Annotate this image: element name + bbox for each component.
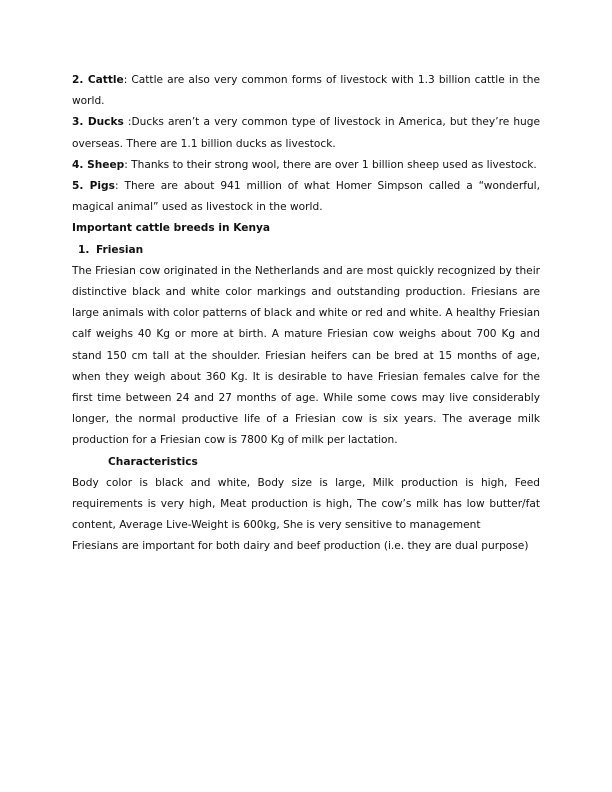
characteristics-heading: Characteristics <box>108 455 198 468</box>
list-item-cattle <box>72 70 540 112</box>
item-label: 4. Sheep <box>72 158 125 171</box>
list-item-ducks <box>72 112 540 154</box>
breed-note: Friesians are important for both dairy and beef production (i.e. they are dual purpose) <box>72 540 529 553</box>
list-item-sheep <box>72 155 540 176</box>
breed-description: The Friesian cow originated in the Netherlands and are most quickly recognized by their distinctive black and white color markings and outstanding production. Friesians are large animals with color patterns of black and white or red and white. A healthy Friesian calf weighs 40 Kg or more at birth. A mature Friesian cow weighs about 700 Kg and stand 150 cm tall at the shoulder. Friesian heifers can be bred at 15 months of age, when they weigh about 360 Kg. It is desirable to have Friesian females calve for the first time between 24 and 27 months of age. While some cows may live considerably longer, the normal productive life of a Friesian cow is six years. The average milk production for a Friesian cow is 7800 Kg of milk per lactation. <box>72 264 540 447</box>
breed-heading <box>72 240 540 261</box>
characteristics-text: Body color is black and white, Body size is large, Milk production is high, Feed requirements is very high, Meat production is high, The cow’s milk has low butter/fat content, Average Live-Weight is 600kg, She is very sensitive to management <box>72 476 540 532</box>
document-page <box>72 70 540 558</box>
breed-name: Friesian <box>96 243 144 256</box>
item-text: : Cattle are also very common forms of livestock with 1.3 billion cattle in the world. <box>72 74 540 108</box>
item-text: : Thanks to their strong wool, there are over 1 billion sheep used as livestock. <box>124 158 537 171</box>
item-label: 3. Ducks <box>72 116 124 129</box>
breed-number: 1. <box>78 243 90 256</box>
section-heading: Important cattle breeds in Kenya <box>72 222 271 235</box>
item-text: : There are about 941 million of what Homer Simpson called a “wonderful, magical animal” used as livestock in the world. <box>72 180 540 214</box>
item-label: 2. Cattle <box>72 74 124 86</box>
item-text: :Ducks aren’t a very common type of livestock in America, but they’re huge overseas. There are 1.1 billion ducks as livestock. <box>72 116 540 150</box>
item-label: 5. Pigs <box>72 180 115 193</box>
list-item-pigs <box>72 176 540 218</box>
